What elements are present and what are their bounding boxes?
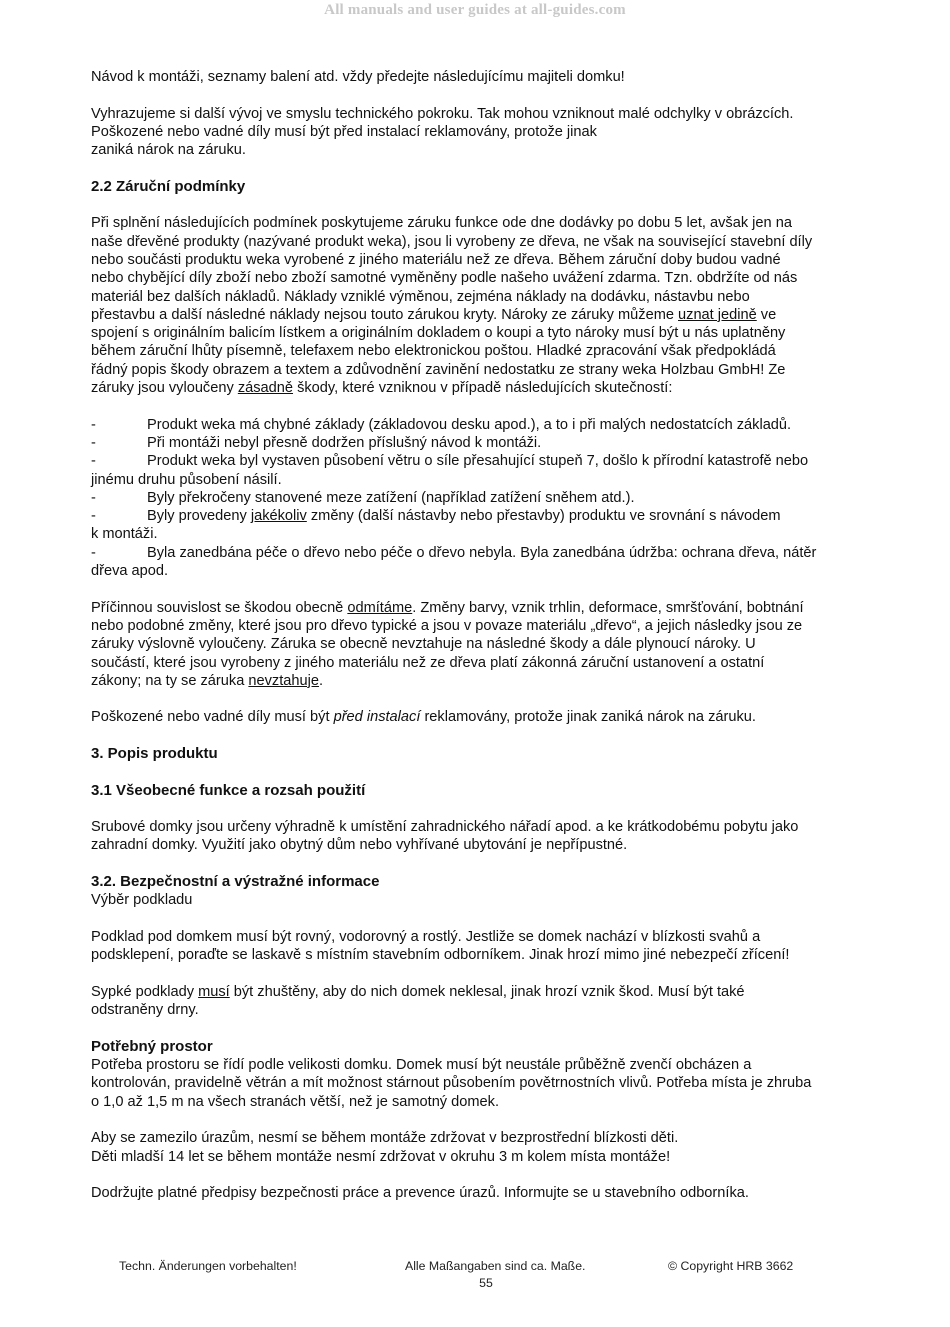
list-item-continuation: k montáži.: [91, 526, 158, 543]
text-line: naše dřevěné produkty (nazývané produkt weka), jsou li vyrobeny ze dřeva, ne však na související stavební díly: [91, 233, 813, 250]
list-item-text: Byla zanedbána péče o dřevo nebo péče o dřevo nebyla. Byla zanedbána údržba: ochrana dřeva, nátěr: [147, 544, 817, 561]
text-span: .: [318, 672, 324, 689]
text-line: materiál bez dalších nákladů. Náklady vzniklé výměnou, zejména náklady na dodávku, nástavbu nebo: [91, 288, 750, 305]
list-item-text: Produkt weka má chybné základy (základovou desku apod.), a to i při malých nedostatcích základů.: [147, 416, 792, 433]
text-line: Podklad pod domkem musí být rovný, vodorovný a rostlý. Jestliže se domek nachází v blízkosti svahů a: [91, 928, 761, 945]
text-line: Při splnění následujících podmínek poskytujeme záruku funkce ode dne dodávky po dobu 5 let, avšak jen na: [91, 215, 792, 232]
text-span: Příčinnou souvislost se škodou obecně: [91, 599, 348, 616]
text-span: škody, které vzniknou v případě následujících skutečností:: [293, 380, 673, 397]
subsection-label: Výběr podkladu: [91, 892, 193, 909]
text-line: nebo chybějící díly zboží nebo zboží samotné vyměněny podle našeho uvážení zdarma. Tzn. obdržíte od nás: [91, 270, 798, 287]
footer-center: Alle Maßangaben sind ca. Maße.: [405, 1259, 586, 1273]
list-item-continuation: dřeva apod.: [91, 563, 169, 580]
text-span: Byly provedeny: [147, 508, 251, 525]
text-span: reklamovány, protože jinak zaniká nárok na záruku.: [420, 709, 756, 726]
text-line: o 1,0 až 1,5 m na všech stranách větší, než je samotný domek.: [91, 1093, 500, 1110]
italic-text: před instalací: [333, 709, 421, 726]
text-line: Aby se zamezilo úrazům, nesmí se během montáže zdržovat v bezprostřední blízkosti děti.: [91, 1130, 679, 1147]
page-number: 55: [479, 1276, 493, 1290]
underlined-text: musí: [198, 983, 230, 1000]
text-line: záruky výslovně vyloučeny. Záruka se obecně nevztahuje na následné škody a dále plynoucí nároky. U: [91, 636, 756, 653]
space-heading: Potřebný prostor: [91, 1037, 213, 1055]
list-item-text: Byly překročeny stanovené meze zatížení (například zatížení sněhem atd.).: [147, 489, 635, 506]
section-heading-3-1: 3.1 Všeobecné funkce a rozsah použití: [91, 781, 366, 799]
list-item: [91, 452, 891, 470]
text-line: Dodržujte platné předpisy bezpečnosti práce a prevence úrazů. Informujte se u stavebního odborníka.: [91, 1185, 749, 1202]
underlined-text: uznat jedině: [678, 306, 757, 323]
section-heading-3-2: 3.2. Bezpečnostní a výstražné informace: [91, 873, 380, 891]
footer-copyright: © Copyright HRB 3662: [668, 1259, 794, 1273]
underlined-text: zásadně: [237, 380, 294, 397]
list-item: [91, 434, 891, 452]
text-line: odstraněny drny.: [91, 1002, 199, 1019]
text-line: [91, 379, 891, 397]
text-span: být zhuštěny, aby do nich domek neklesal, jinak hrozí vznik škod. Musí být také: [229, 983, 745, 1000]
text-line: řádný popis škody obrazem a textem a zdůvodnění zavinění nedostatku ze strany weka Holzbau GmbH! Ze: [91, 361, 786, 378]
list-item-text: Při montáži nebyl přesně dodržen příslušný návod k montáži.: [147, 434, 542, 451]
list-item: [91, 544, 891, 562]
text-span: . Změny barvy, vznik trhlin, deformace, smršťování, bobtnání: [412, 599, 804, 616]
text-line: Děti mladší 14 let se během montáže nesmí zdržovat v okruhu 3 m kolem místa montáže!: [91, 1148, 671, 1165]
text-line: kontrolován, pravidelně větrán a mít možnost stárnout působením povětrnostních vlivů. Potřeba místa je zhruba: [91, 1075, 812, 1092]
text-span: Poškozené nebo vadné díly musí být: [91, 709, 334, 726]
text-line: [91, 306, 891, 324]
bullet-dash: -: [91, 508, 96, 525]
list-item: [91, 416, 891, 434]
text-span: Sypké podklady: [91, 983, 199, 1000]
intro-line: Poškozené nebo vadné díly musí být před instalací reklamovány, protože jinak: [91, 123, 597, 140]
text-span: přestavbu a další následné náklady nejsou touto zárukou kryty. Nároky ze záruky můžeme: [91, 306, 679, 323]
section-heading-3: 3. Popis produktu: [91, 744, 218, 762]
text-line: [91, 708, 891, 726]
text-span: změny (další nástavby nebo přestavby) produktu ve srovnání s návodem: [306, 508, 781, 525]
text-line: nebo podobné změny, které jsou pro dřevo typické a jsou v povaze materiálu „dřevo“, a jejich následky jsou ze: [91, 617, 803, 634]
intro-line: zaniká nárok na záruku.: [91, 142, 246, 159]
intro-line: Vyhrazujeme si další vývoj ve smyslu technického pokroku. Tak mohou vzniknout malé odchylky v obrázcích.: [91, 105, 794, 122]
text-line: Potřeba prostoru se řídí podle velikosti domku. Domek musí být neustále průběžně zvenčí obcházen a: [91, 1057, 752, 1074]
section-heading-2-2: 2.2 Záruční podmínky: [91, 177, 246, 195]
text-span: záruky jsou vyloučeny: [91, 380, 238, 397]
watermark: All manuals and user guides at all-guides.com: [324, 2, 626, 18]
text-line: zahradní domky. Využití jako obytný dům nebo vyhřívané ubytování je nepřípustné.: [91, 837, 628, 854]
bullet-dash: -: [91, 416, 96, 433]
text-line: podsklepení, poraďte se laskavě s místním stavebním odborníkem. Jinak hrozí mimo jiné nebezpečí zřícení!: [91, 947, 790, 964]
list-item: [91, 489, 891, 507]
text-line: během záruční lhůty písemně, telefaxem nebo elektronickou poštou. Hladké zpracování však předpokládá: [91, 343, 776, 360]
footer-left: Techn. Änderungen vorbehalten!: [119, 1259, 297, 1273]
text-line: Srubové domky jsou určeny výhradně k umístění zahradnického nářadí apod. a ke krátkodobému pobytu jako: [91, 819, 799, 836]
document-body: [91, 68, 891, 1202]
intro-paragraph: Návod k montáži, seznamy balení atd. vždy předejte následujícímu majiteli domku!: [91, 69, 625, 85]
text-line: spojení s originálním balicím lístkem a originálním dokladem o koupi a tyto nároky musí být u nás uplatněny: [91, 325, 786, 342]
underlined-text: jakékoliv: [250, 508, 307, 525]
list-item: [91, 507, 891, 525]
list-item-text: Produkt weka byl vystaven působení větru o síle přesahující stupeň 7, došlo k přírodní katastrofě nebo: [147, 453, 809, 470]
text-line: [91, 672, 891, 690]
text-line: součástí, které jsou vyrobeny z jiného materiálu než ze dřeva platí zákonná záruční ustanovení a ostatní: [91, 654, 765, 671]
underlined-text: odmítáme: [347, 599, 413, 616]
bullet-dash: -: [91, 453, 96, 470]
bullet-dash: -: [91, 489, 96, 506]
text-line: [91, 599, 891, 617]
text-line: nebo součásti produktu weka vyrobené z jiného materiálu než ze dřeva. Během záruční doby budou vadné: [91, 251, 781, 268]
text-span: ve: [756, 306, 777, 323]
underlined-text: nevztahuje: [248, 672, 319, 689]
bullet-dash: -: [91, 544, 96, 561]
bullet-dash: -: [91, 434, 96, 451]
text-line: [91, 983, 891, 1001]
text-span: zákony; na ty se záruka: [91, 672, 249, 689]
list-item-continuation: jinému druhu působení násilí.: [91, 471, 282, 488]
